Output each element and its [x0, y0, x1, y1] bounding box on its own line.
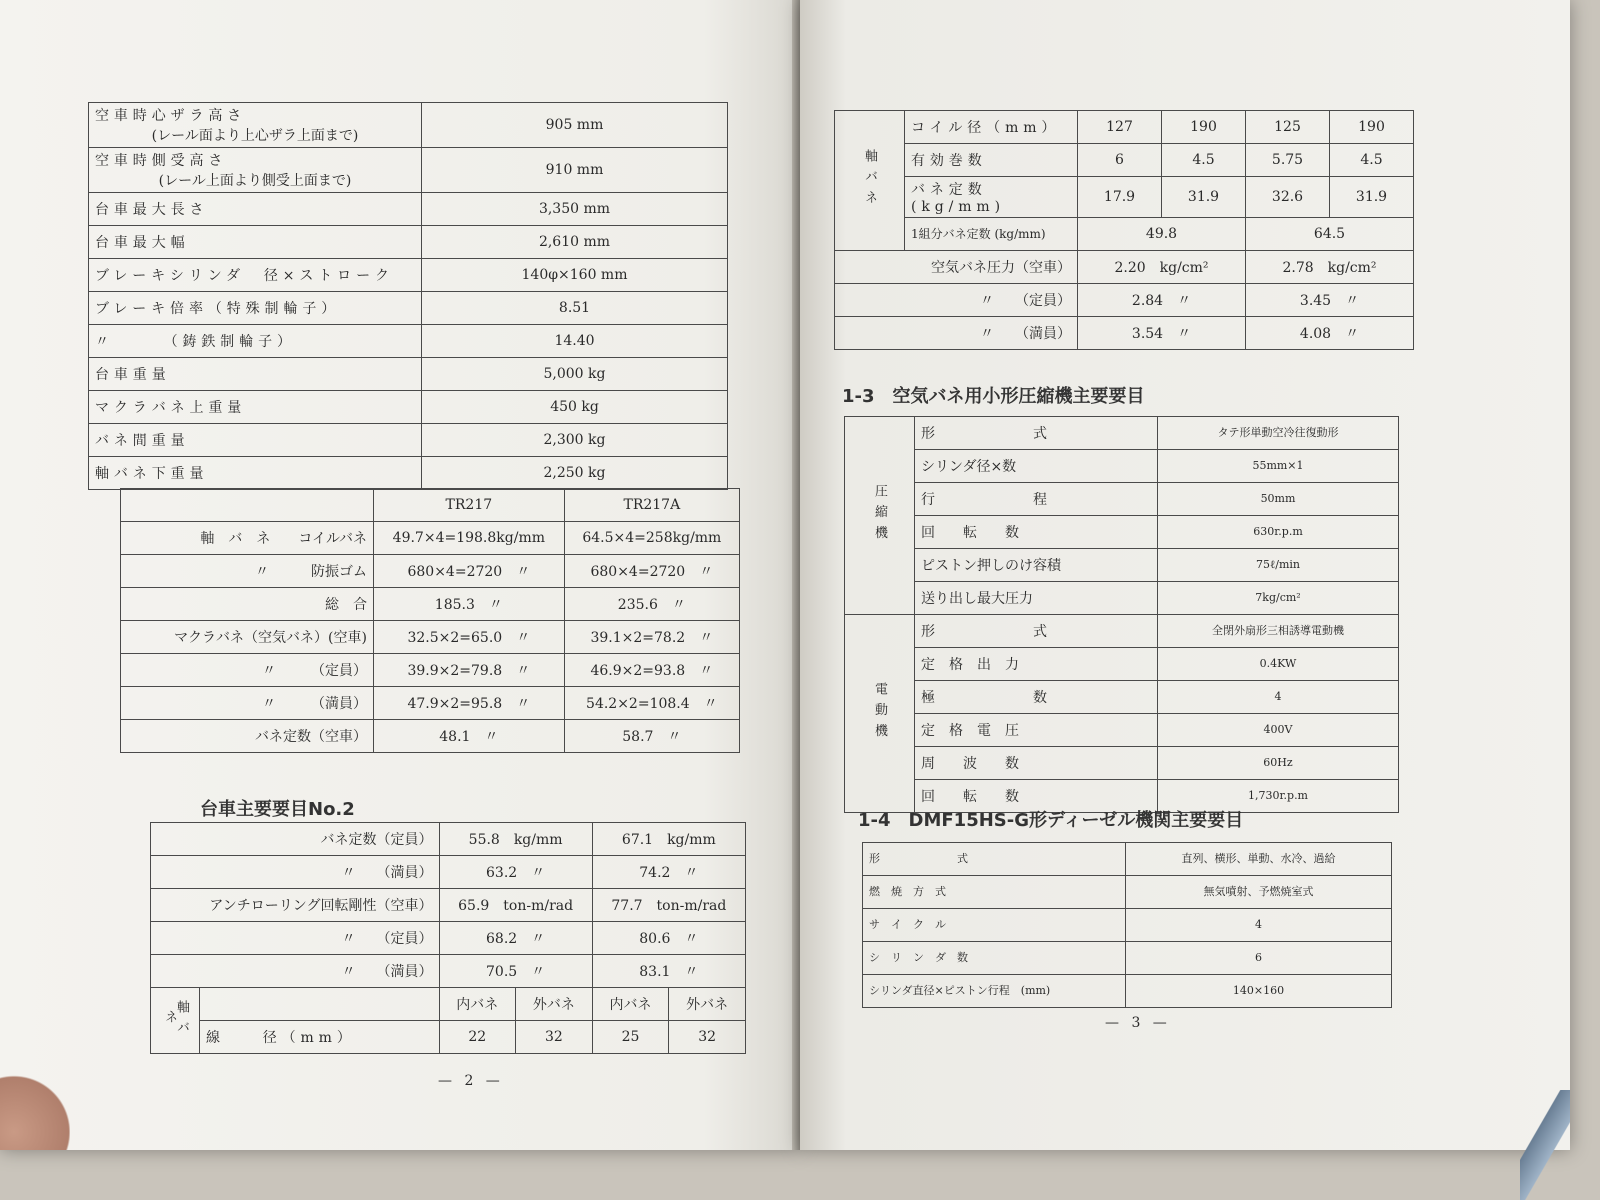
table-row	[121, 555, 740, 588]
coil-value: 190	[1162, 111, 1246, 144]
table-row	[89, 457, 728, 490]
column-header-tr217a: TR217A	[564, 489, 739, 522]
table-row	[845, 648, 1399, 681]
value-tr217a: 77.7 ton-m/rad	[592, 889, 745, 922]
spec-value: 140φ×160 mm	[422, 259, 728, 292]
spec-label-text: ブレーキ倍率（特殊制輪子）	[95, 301, 341, 317]
coil-value: 4.5	[1162, 144, 1246, 177]
right-page	[800, 0, 1570, 1150]
compressor-value: 55mm×1	[1158, 450, 1399, 483]
value-tr217a: 74.2 〃	[592, 856, 745, 889]
table-row	[835, 317, 1414, 350]
spec-label-text: 空車時側受高さ	[95, 153, 228, 169]
table-row	[151, 955, 746, 988]
thumb	[0, 1060, 70, 1150]
motor-group-label: 電動機	[845, 615, 915, 813]
value-tr217: 680×4=2720 〃	[374, 555, 565, 588]
compressor-label: シリンダ径×数	[915, 450, 1158, 483]
air-value-tr217a: 2.78 kg/cm²	[1246, 251, 1414, 284]
wire-diameter-value: 32	[516, 1021, 593, 1054]
left-page	[0, 0, 800, 1150]
compressor-value: 75ℓ/min	[1158, 549, 1399, 582]
table-row	[151, 823, 746, 856]
spec-label	[89, 259, 422, 292]
compressor-label: 形 式	[915, 417, 1158, 450]
compressor-value: 50mm	[1158, 483, 1399, 516]
spec-label	[89, 226, 422, 259]
compressor-label: 行 程	[915, 483, 1158, 516]
value-tr217a: 67.1 kg/mm	[592, 823, 745, 856]
table-row	[845, 615, 1399, 648]
spec-label	[89, 292, 422, 325]
coil-value: 32.6	[1246, 177, 1330, 218]
set-spring-constant-label: 1組分バネ定数 (kg/mm)	[905, 218, 1078, 251]
spec-label-text: 空車時心ザラ高さ	[95, 108, 247, 124]
value-tr217a: 58.7 〃	[564, 720, 739, 753]
air-value-tr217a: 3.45 〃	[1246, 284, 1414, 317]
engine-table	[862, 842, 1392, 1008]
coil-spring-table	[834, 110, 1414, 350]
engine-label: サ イ ク ル	[863, 909, 1126, 942]
table-row	[835, 111, 1414, 144]
spec-label	[89, 457, 422, 490]
spec-value: 5,000 kg	[422, 358, 728, 391]
compressor-value: 1,730r.p.m	[1158, 780, 1399, 813]
spec-value: 14.40	[422, 325, 728, 358]
compressor-value: 7kg/cm²	[1158, 582, 1399, 615]
wire-diameter-value: 22	[439, 1021, 516, 1054]
spring-label: マクラバネ（空気バネ）(空車)	[121, 621, 374, 654]
value-tr217a: 680×4=2720 〃	[564, 555, 739, 588]
air-value-tr217a: 4.08 〃	[1246, 317, 1414, 350]
value-tr217: 48.1 〃	[374, 720, 565, 753]
section-heading-1-4: 1-4 DMF15HS-G形ディーゼル機関主要要目	[858, 810, 1244, 831]
table-row	[863, 843, 1392, 876]
table-row	[845, 714, 1399, 747]
compressor-label: 周 波 数	[915, 747, 1158, 780]
table-row	[151, 889, 746, 922]
table-row	[121, 654, 740, 687]
spring-label: 〃 防振ゴム	[121, 555, 374, 588]
table-row	[845, 483, 1399, 516]
coil-label: 有効巻数	[905, 144, 1078, 177]
air-spring-label: 〃 （満員）	[835, 317, 1078, 350]
table-row	[121, 522, 740, 555]
table-row	[845, 417, 1399, 450]
engine-label: シリンダ直径×ピストン行程 (mm)	[863, 975, 1126, 1008]
compressor-label: 回 転 数	[915, 780, 1158, 813]
table-row	[89, 226, 728, 259]
spec-value: 905 mm	[422, 103, 728, 148]
table-row	[845, 681, 1399, 714]
table-row	[863, 975, 1392, 1008]
value-tr217: 47.9×2=95.8 〃	[374, 687, 565, 720]
table-row	[863, 942, 1392, 975]
table-row	[845, 582, 1399, 615]
air-value-tr217: 2.20 kg/cm²	[1078, 251, 1246, 284]
compressor-label: ピストン押しのけ容積	[915, 549, 1158, 582]
engine-value: 直列、横形、単動、水冷、過給	[1126, 843, 1392, 876]
compressor-label: 定 格 出 力	[915, 648, 1158, 681]
table-row	[89, 259, 728, 292]
spec-label: 〃 （定員）	[151, 922, 440, 955]
table-row	[151, 856, 746, 889]
compressor-value: 全閉外扇形三相誘導電動機	[1158, 615, 1399, 648]
engine-value: 6	[1126, 942, 1392, 975]
spec-label-text: バネ間重量	[95, 433, 190, 449]
column-header-tr217: TR217	[374, 489, 565, 522]
engine-value: 140×160	[1126, 975, 1392, 1008]
value-tr217: 32.5×2=65.0 〃	[374, 621, 565, 654]
coil-value: 31.9	[1330, 177, 1414, 218]
spring-label: 〃 （定員）	[121, 654, 374, 687]
table-row	[835, 218, 1414, 251]
section-heading-bogie-no2: 台車主要要目No.2	[200, 799, 355, 820]
table-row	[151, 922, 746, 955]
spec-value: 8.51	[422, 292, 728, 325]
page-number-left: — 2 —	[438, 1073, 504, 1089]
table-row	[151, 988, 746, 1021]
spec-label	[89, 358, 422, 391]
page-number-right: — 3 —	[1105, 1015, 1171, 1031]
compressor-group-label: 圧縮機	[845, 417, 915, 615]
table-row	[845, 747, 1399, 780]
spec-label-text: 〃 （鋳鉄制輪子）	[95, 334, 296, 350]
table-row	[835, 144, 1414, 177]
engine-label: 形 式	[863, 843, 1126, 876]
spec-label: アンチローリング回転剛性（空車）	[151, 889, 440, 922]
coil-label: バネ定数 (kg/mm)	[905, 177, 1078, 218]
table-row	[89, 292, 728, 325]
engine-value: 4	[1126, 909, 1392, 942]
spec-label: 〃 （満員）	[151, 856, 440, 889]
sub-header: 内バネ	[592, 988, 669, 1021]
table-row	[863, 876, 1392, 909]
spec-label-text: ブレーキシリンダ 径×ストローク	[95, 268, 394, 284]
value-tr217a: 64.5×4=258kg/mm	[564, 522, 739, 555]
blank-cell	[200, 988, 440, 1021]
engine-label: シ リ ン ダ 数	[863, 942, 1126, 975]
table-row	[121, 621, 740, 654]
table-row	[863, 909, 1392, 942]
coil-value: 127	[1078, 111, 1162, 144]
spec-label: 〃 （満員）	[151, 955, 440, 988]
air-value-tr217: 2.84 〃	[1078, 284, 1246, 317]
spring-label: 総 合	[121, 588, 374, 621]
table-row	[121, 687, 740, 720]
value-tr217a: 39.1×2=78.2 〃	[564, 621, 739, 654]
bogie-spec-table-no2	[150, 822, 746, 1054]
spec-label-text: 軸バネ下重量	[95, 466, 209, 482]
table-row	[89, 148, 728, 193]
spec-value: 2,300 kg	[422, 424, 728, 457]
compressor-value: 4	[1158, 681, 1399, 714]
section-heading-1-3: 1-3 空気バネ用小形圧縮機主要要目	[842, 386, 1145, 407]
coil-value: 31.9	[1162, 177, 1246, 218]
spec-value: 910 mm	[422, 148, 728, 193]
coil-value: 17.9	[1078, 177, 1162, 218]
value-tr217: 55.8 kg/mm	[439, 823, 592, 856]
air-spring-label: 空気バネ圧力（空車）	[835, 251, 1078, 284]
table-row	[121, 588, 740, 621]
spec-value: 2,250 kg	[422, 457, 728, 490]
spec-label: バネ定数（定員）	[151, 823, 440, 856]
value-tr217: 39.9×2=79.8 〃	[374, 654, 565, 687]
axle-spring-group-label: 軸バネ	[151, 988, 200, 1054]
set-value-tr217: 49.8	[1078, 218, 1246, 251]
spec-label-text: 台車重量	[95, 367, 171, 383]
wire-diameter-value: 32	[669, 1021, 746, 1054]
spec-sublabel: (レール上面より側受上面まで)	[158, 173, 352, 189]
engine-label: 燃 焼 方 式	[863, 876, 1126, 909]
spec-label-text: マクラバネ上重量	[95, 400, 247, 416]
table-row	[89, 391, 728, 424]
value-tr217: 63.2 〃	[439, 856, 592, 889]
compressor-value: 400V	[1158, 714, 1399, 747]
table-row	[89, 358, 728, 391]
spec-label	[89, 148, 422, 193]
compressor-value: タテ形単動空冷往復動形	[1158, 417, 1399, 450]
spring-label: 軸 バ ネ コイルバネ	[121, 522, 374, 555]
value-tr217a: 83.1 〃	[592, 955, 745, 988]
spec-value: 3,350 mm	[422, 193, 728, 226]
coil-value: 6	[1078, 144, 1162, 177]
table-row	[835, 251, 1414, 284]
sub-header: 外バネ	[516, 988, 593, 1021]
wire-diameter-value: 25	[592, 1021, 669, 1054]
spec-label-text: 台車最大長さ	[95, 202, 209, 218]
spec-label	[89, 424, 422, 457]
sub-header: 内バネ	[439, 988, 516, 1021]
spec-label	[89, 193, 422, 226]
value-tr217: 70.5 〃	[439, 955, 592, 988]
table-row	[845, 549, 1399, 582]
value-tr217: 65.9 ton-m/rad	[439, 889, 592, 922]
coil-value: 4.5	[1330, 144, 1414, 177]
spec-label	[89, 325, 422, 358]
set-value-tr217a: 64.5	[1246, 218, 1414, 251]
coil-label: コイル径（mm）	[905, 111, 1078, 144]
table-row	[89, 424, 728, 457]
wire-diameter-label: 線 径（mm）	[200, 1021, 440, 1054]
table-row	[845, 516, 1399, 549]
spec-value: 2,610 mm	[422, 226, 728, 259]
compressor-value: 60Hz	[1158, 747, 1399, 780]
table-row	[121, 489, 740, 522]
table-row	[835, 177, 1414, 218]
value-tr217a: 235.6 〃	[564, 588, 739, 621]
bogie-spec-table	[88, 102, 728, 490]
value-tr217: 68.2 〃	[439, 922, 592, 955]
metal-tool	[1520, 1090, 1570, 1200]
compressor-label: 極 数	[915, 681, 1158, 714]
spec-label	[89, 103, 422, 148]
compressor-label: 回 転 数	[915, 516, 1158, 549]
coil-value: 125	[1246, 111, 1330, 144]
air-spring-label: 〃 （定員）	[835, 284, 1078, 317]
spring-constant-table	[120, 488, 740, 753]
table-row	[89, 103, 728, 148]
compressor-table	[844, 416, 1399, 813]
compressor-value: 0.4KW	[1158, 648, 1399, 681]
coil-value: 190	[1330, 111, 1414, 144]
spring-label: バネ定数（空車）	[121, 720, 374, 753]
axle-spring-group-label: 軸バネ	[835, 111, 905, 251]
spec-value: 450 kg	[422, 391, 728, 424]
table-row	[151, 1021, 746, 1054]
table-row	[89, 193, 728, 226]
compressor-value: 630r.p.m	[1158, 516, 1399, 549]
spring-label: 〃 （満員）	[121, 687, 374, 720]
value-tr217a: 54.2×2=108.4 〃	[564, 687, 739, 720]
compressor-label: 定 格 電 圧	[915, 714, 1158, 747]
sub-header: 外バネ	[669, 988, 746, 1021]
value-tr217: 185.3 〃	[374, 588, 565, 621]
table-row	[845, 450, 1399, 483]
table-row	[121, 720, 740, 753]
value-tr217a: 80.6 〃	[592, 922, 745, 955]
table-row	[835, 284, 1414, 317]
table-row	[89, 325, 728, 358]
spec-sublabel: (レール面より上心ザラ上面まで)	[151, 128, 359, 144]
engine-value: 無気噴射、予燃焼室式	[1126, 876, 1392, 909]
coil-value: 5.75	[1246, 144, 1330, 177]
spec-label	[89, 391, 422, 424]
compressor-label: 送り出し最大圧力	[915, 582, 1158, 615]
compressor-label: 形 式	[915, 615, 1158, 648]
value-tr217a: 46.9×2=93.8 〃	[564, 654, 739, 687]
value-tr217: 49.7×4=198.8kg/mm	[374, 522, 565, 555]
air-value-tr217: 3.54 〃	[1078, 317, 1246, 350]
spec-label-text: 台車最大幅	[95, 235, 190, 251]
